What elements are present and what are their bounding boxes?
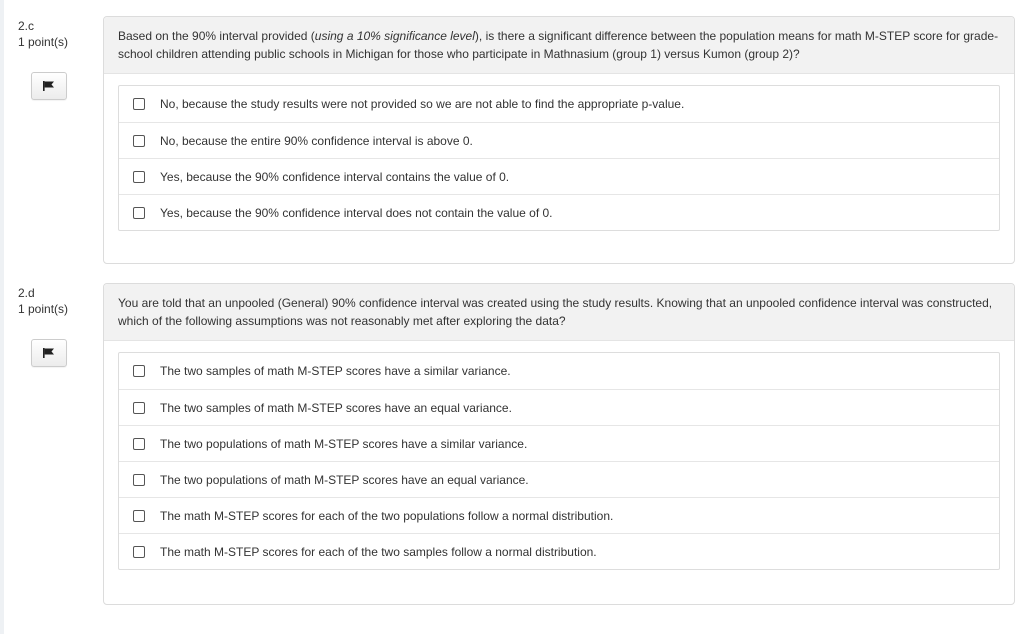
answer-option[interactable] [119, 425, 999, 461]
question-points: 1 point(s) [18, 302, 69, 316]
flag-question-button[interactable] [31, 339, 67, 367]
answer-label: Yes, because the 90% confidence interval does not contain the value of 0. [160, 205, 553, 220]
question-panel [103, 283, 1015, 605]
answer-label: No, because the entire 90% confidence interval is above 0. [160, 133, 473, 148]
answer-checkbox[interactable] [133, 474, 145, 486]
answer-checkbox[interactable] [133, 365, 145, 377]
answer-label: The two populations of math M-STEP scores have an equal variance. [160, 472, 529, 487]
answer-checkbox[interactable] [133, 98, 145, 110]
answer-label: Yes, because the 90% confidence interval contains the value of 0. [160, 169, 510, 184]
answer-option[interactable] [119, 353, 999, 389]
question-points: 1 point(s) [18, 35, 69, 49]
answer-checkbox[interactable] [133, 171, 145, 183]
flag-question-button[interactable] [31, 72, 67, 100]
answer-option[interactable] [119, 389, 999, 425]
question-meta [18, 18, 98, 50]
answer-options [118, 85, 1000, 231]
question-panel [103, 16, 1015, 264]
answer-option[interactable] [119, 533, 999, 569]
question-prompt: You are told that an unpooled (General) 90% confidence interval was created using the study results. Knowing that an unpooled confidence interval was constructed, which of the following assumptions was not reasonably met after exploring the data? [104, 284, 1014, 341]
question-meta [18, 285, 98, 317]
flag-icon [43, 81, 55, 91]
answer-checkbox[interactable] [133, 207, 145, 219]
prompt-emphasis: using a 10% significance level [314, 29, 475, 43]
question-number: 2.c [18, 19, 35, 33]
answer-label: The math M-STEP scores for each of the two populations follow a normal distribution. [160, 508, 614, 523]
answer-options [118, 352, 1000, 570]
answer-label: The two samples of math M-STEP scores have a similar variance. [160, 364, 511, 378]
answer-option[interactable] [119, 122, 999, 158]
answer-label: The two populations of math M-STEP scores have a similar variance. [160, 436, 528, 451]
prompt-text: ), is there a significant difference between the population means for math M-STEP score for grade-school children attending public schools in Michigan for those who participate in Mathnasium (group 1) versus Kumon (group 2)? [118, 29, 999, 61]
answer-option[interactable] [119, 194, 999, 230]
answer-option[interactable] [119, 461, 999, 497]
answer-label: The math M-STEP scores for each of the two samples follow a normal distribution. [160, 544, 597, 559]
answer-label: The two samples of math M-STEP scores have an equal variance. [160, 400, 512, 415]
question-prompt [104, 17, 1014, 74]
answer-option[interactable] [119, 158, 999, 194]
question-number: 2.d [18, 286, 35, 300]
answer-checkbox[interactable] [133, 438, 145, 450]
answer-checkbox[interactable] [133, 135, 145, 147]
prompt-text: Based on the 90% interval provided ( [118, 29, 315, 43]
answer-label: No, because the study results were not provided so we are not able to find the appropriate p-value. [160, 97, 685, 111]
answer-option[interactable] [119, 86, 999, 122]
answer-checkbox[interactable] [133, 510, 145, 522]
answer-option[interactable] [119, 497, 999, 533]
flag-icon [43, 348, 55, 358]
answer-checkbox[interactable] [133, 402, 145, 414]
answer-checkbox[interactable] [133, 546, 145, 558]
